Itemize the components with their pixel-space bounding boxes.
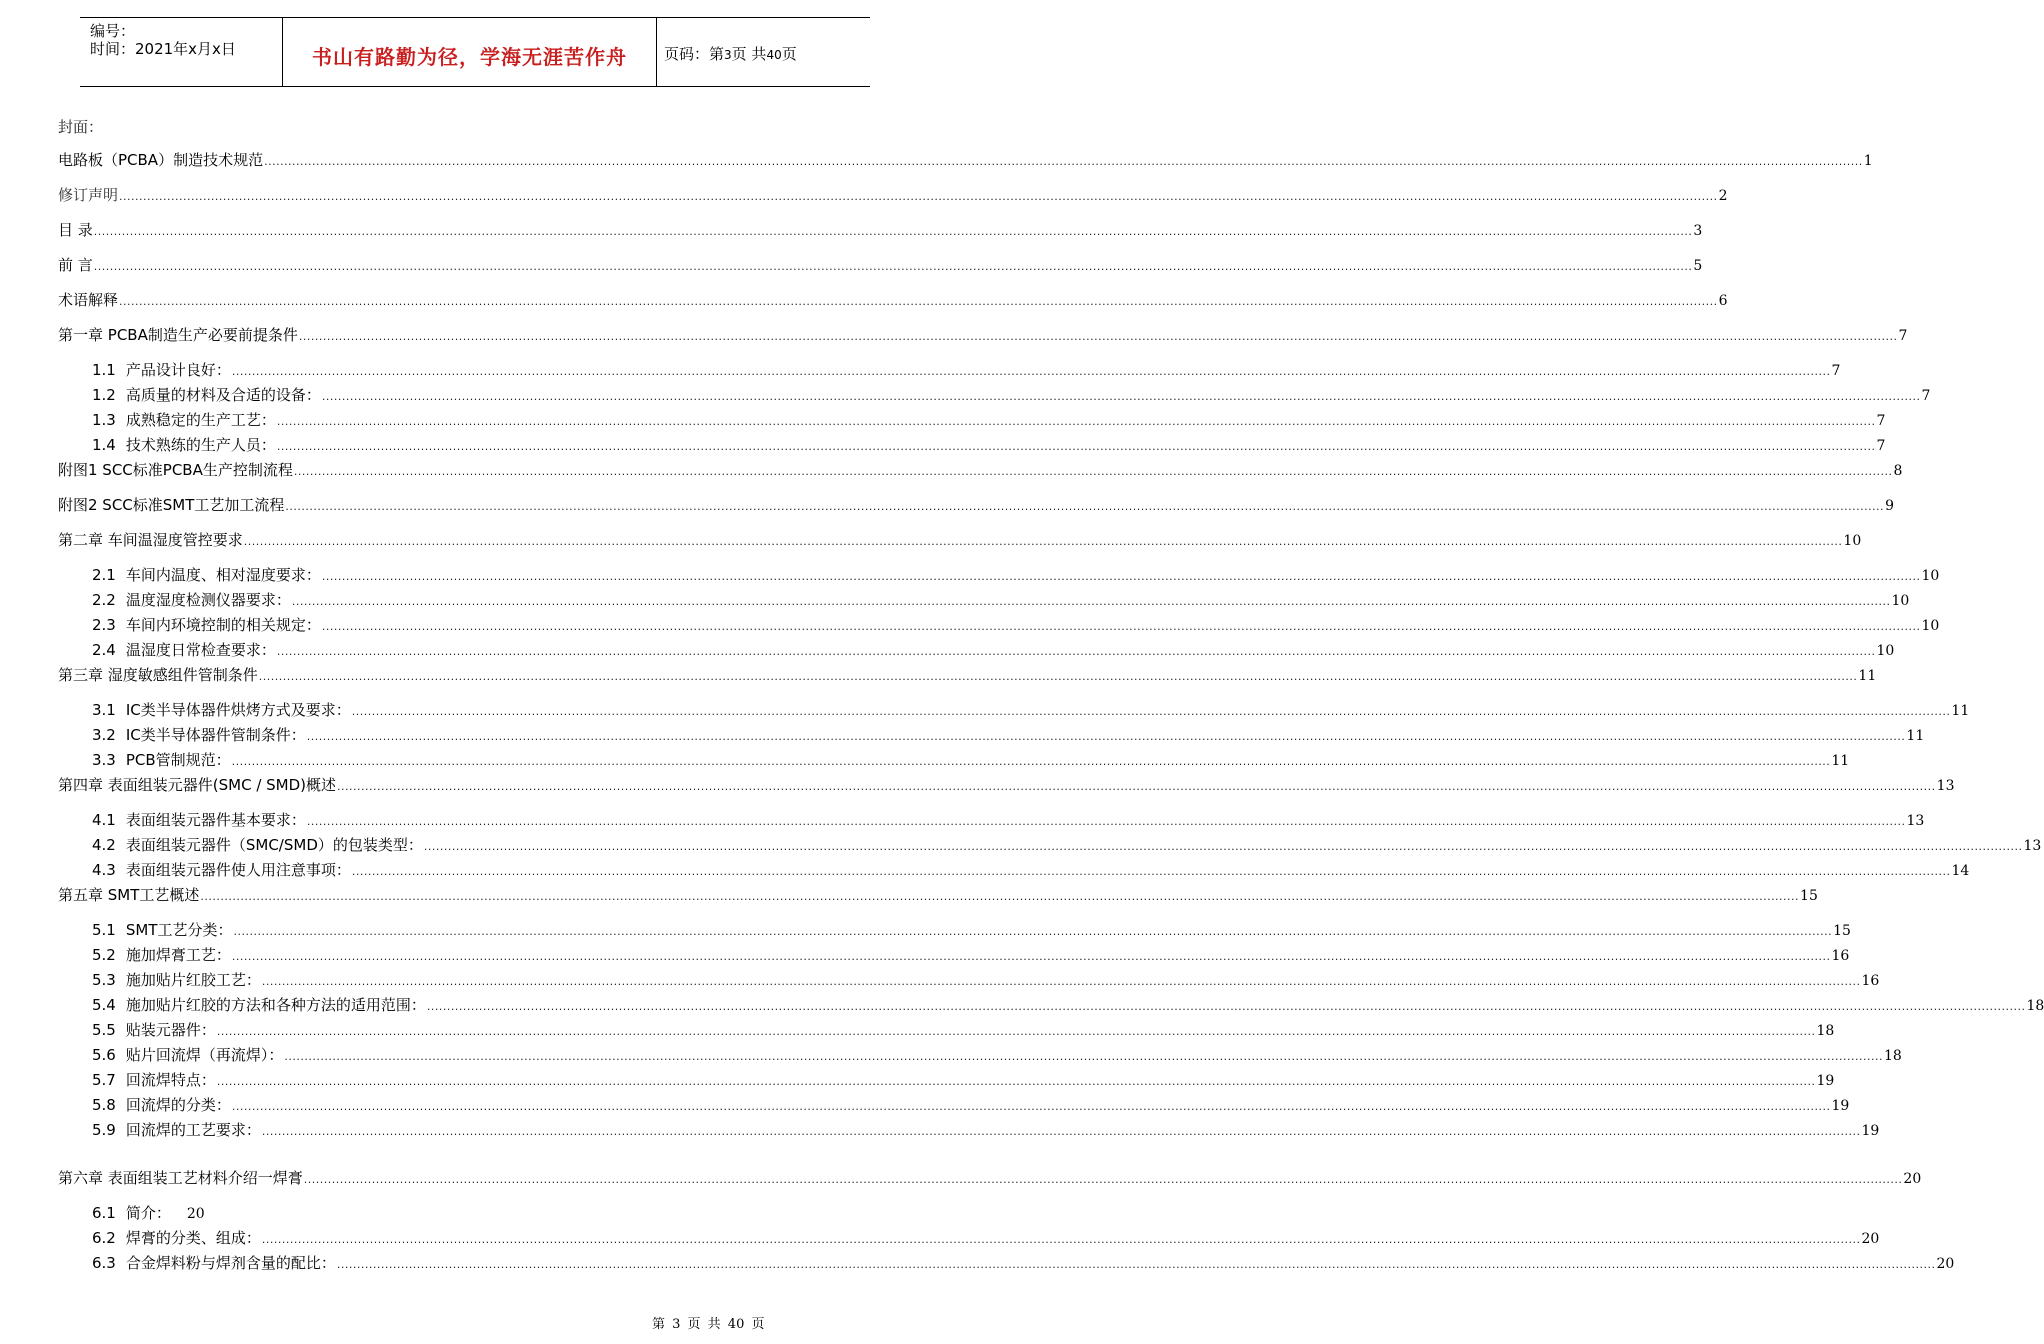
- page-current: 3: [724, 48, 732, 62]
- toc-number: 3.2: [92, 726, 116, 744]
- toc-label: [92, 835, 423, 855]
- toc-entry[interactable]: [58, 220, 1703, 242]
- toc-label: [92, 725, 306, 745]
- page-total: 40: [766, 48, 782, 62]
- toc-page-number: 10: [1843, 533, 1862, 549]
- toc-page-number: 15: [1833, 923, 1851, 939]
- toc-number: 4.1: [92, 811, 116, 829]
- toc-label: [92, 615, 321, 635]
- toc-label: [92, 750, 231, 770]
- toc-label: [58, 775, 336, 795]
- toc-number: 2.4: [92, 641, 116, 659]
- toc-page-number: 13: [1936, 778, 1955, 794]
- toc-leader-dots: ................................................................................................................................................................................................................................................................................................................................................................................................................: [336, 1258, 1936, 1271]
- toc-subentry[interactable]: [92, 995, 2044, 1017]
- toc-subentry[interactable]: [92, 590, 1910, 612]
- toc-title: 温湿度日常检查要求：: [125, 641, 276, 659]
- toc-title: 第五章 SMT工艺概述: [58, 886, 200, 904]
- toc-leader-dots: ................................................................................................................................................................................................................................................................................................................................................................................................................: [337, 780, 1936, 793]
- toc-label: [92, 970, 261, 990]
- toc-page-number: 14: [1951, 863, 1970, 879]
- toc-leader-dots: ................................................................................................................................................................................................................................................................................................................................................................................................................: [298, 330, 1898, 343]
- toc-page-number: 11: [1831, 753, 1850, 769]
- toc-number: 5.5: [92, 1021, 116, 1039]
- toc-page-number: 18: [1884, 1048, 1902, 1064]
- toc-leader-dots: ................................................................................................................................................................................................................................................................................................................................................................................................................: [216, 1025, 1816, 1038]
- toc-subentry[interactable]: [92, 835, 2042, 857]
- toc-title: 附图2 SCC标准SMT工艺加工流程: [58, 496, 285, 514]
- toc-leader-dots: ................................................................................................................................................................................................................................................................................................................................................................................................................: [351, 705, 1951, 718]
- toc-label: [92, 360, 231, 380]
- toc-leader-dots: ................................................................................................................................................................................................................................................................................................................................................................................................................: [200, 890, 1800, 903]
- toc-leader-dots: ................................................................................................................................................................................................................................................................................................................................................................................................................: [216, 1075, 1816, 1088]
- toc-page-number: 7: [1876, 413, 1886, 429]
- toc-label: [58, 495, 284, 515]
- toc-entry[interactable]: [58, 255, 1703, 277]
- toc-title: 贴片回流焊（再流焊）：: [125, 1046, 284, 1064]
- toc-page-number: 19: [1861, 1123, 1880, 1139]
- toc-leader-dots: ................................................................................................................................................................................................................................................................................................................................................................................................................: [284, 1050, 1884, 1063]
- toc-title: 车间内环境控制的相关规定：: [125, 616, 321, 634]
- toc-leader-dots: ................................................................................................................................................................................................................................................................................................................................................................................................................: [306, 815, 1906, 828]
- toc-label: [58, 1168, 303, 1188]
- toc-number: 3.1: [92, 701, 116, 719]
- toc-leader-dots: ................................................................................................................................................................................................................................................................................................................................................................................................................: [303, 1173, 1903, 1186]
- toc-page-number: 11: [1906, 728, 1925, 744]
- toc-entry[interactable]: [58, 290, 1728, 312]
- toc-entry[interactable]: [58, 1168, 1922, 1190]
- toc-title: 施加贴片红胶的方法和各种方法的适用范围：: [125, 996, 426, 1014]
- toc-page-number: 13: [2023, 838, 2042, 854]
- toc-leader-dots: ................................................................................................................................................................................................................................................................................................................................................................................................................: [321, 390, 1921, 403]
- toc-number: 2.2: [92, 591, 116, 609]
- toc-label: [92, 410, 276, 430]
- toc-title: IC类半导体器件烘烤方式及要求：: [125, 701, 351, 719]
- toc-label: [92, 1020, 216, 1040]
- toc-subentry[interactable]: [92, 1120, 1880, 1142]
- toc-title: 回流焊特点：: [125, 1071, 216, 1089]
- toc-page-number: 6: [1718, 293, 1728, 309]
- page-mid: 页 共: [731, 45, 767, 63]
- toc-entry[interactable]: [58, 665, 1877, 687]
- toc-title: 焊膏的分类、组成：: [125, 1229, 261, 1247]
- toc-title: 第一章 PCBA制造生产必要前提条件: [58, 326, 298, 344]
- toc-label: [58, 185, 118, 205]
- toc-entry[interactable]: [58, 185, 1728, 207]
- toc-subentry[interactable]: [92, 640, 1895, 662]
- toc-title: 技术熟练的生产人员：: [125, 436, 276, 454]
- toc-leader-dots: ................................................................................................................................................................................................................................................................................................................................................................................................................: [423, 840, 2023, 853]
- toc-label: [92, 810, 306, 830]
- toc-label: [58, 220, 93, 240]
- toc-number: 5.6: [92, 1046, 116, 1064]
- toc-subentry[interactable]: [92, 360, 1841, 382]
- toc-page-number: 15: [1800, 888, 1818, 904]
- toc-page-number: 11: [1858, 668, 1877, 684]
- toc-title: 高质量的材料及合适的设备：: [125, 386, 321, 404]
- toc-number: 5.9: [92, 1121, 116, 1139]
- toc-page-number: 7: [1831, 363, 1841, 379]
- toc-page-number: 7: [1876, 438, 1886, 454]
- toc-label: [92, 920, 233, 940]
- toc-leader-dots: ................................................................................................................................................................................................................................................................................................................................................................................................................: [321, 620, 1921, 633]
- toc-leader-dots: ................................................................................................................................................................................................................................................................................................................................................................................................................: [93, 260, 1693, 273]
- toc-page-number: 19: [1816, 1073, 1835, 1089]
- toc-page-number: 13: [1906, 813, 1925, 829]
- toc-subentry[interactable]: [92, 970, 1880, 992]
- toc-label: [58, 150, 263, 170]
- toc-leader-dots: ................................................................................................................................................................................................................................................................................................................................................................................................................: [276, 415, 1876, 428]
- toc-subentry[interactable]: [92, 1228, 1880, 1250]
- toc-page-number: 11: [1951, 703, 1970, 719]
- toc-title: 术语解释: [58, 291, 119, 309]
- toc-leader-dots: ................................................................................................................................................................................................................................................................................................................................................................................................................: [93, 225, 1693, 238]
- toc-title: 目 录: [58, 221, 93, 239]
- toc-leader-dots: ................................................................................................................................................................................................................................................................................................................................................................................................................: [231, 950, 1831, 963]
- toc-subentry[interactable]: [92, 1203, 205, 1224]
- toc-entry[interactable]: [58, 885, 1818, 907]
- toc-subentry[interactable]: [92, 810, 1925, 832]
- toc-label: [58, 255, 93, 275]
- toc-title: 修订声明: [58, 186, 119, 204]
- toc-title: 施加贴片红胶工艺：: [125, 971, 261, 989]
- toc-subentry[interactable]: [92, 1095, 1850, 1117]
- toc-page-number: 20: [186, 1206, 205, 1222]
- toc-entry[interactable]: [58, 325, 1908, 347]
- toc-subentry[interactable]: [92, 410, 1886, 432]
- toc-title: 回流焊的分类：: [125, 1096, 231, 1114]
- page-footer: 第 3 页 共 40 页: [652, 1317, 765, 1332]
- toc-label: [92, 1045, 283, 1065]
- toc-title: 表面组装元器件基本要求：: [125, 811, 306, 829]
- toc-entry[interactable]: [58, 530, 1862, 552]
- toc-subentry[interactable]: [92, 725, 1925, 747]
- toc-number: 4.3: [92, 861, 116, 879]
- header-motto: 书山有路勤为径，学海无涯苦作舟: [312, 45, 627, 69]
- toc-label: [92, 860, 351, 880]
- toc-subentry[interactable]: [92, 1020, 1835, 1042]
- toc-subentry[interactable]: [92, 860, 1970, 882]
- toc-leader-dots: ................................................................................................................................................................................................................................................................................................................................................................................................................: [231, 365, 1831, 378]
- toc-number: 1.2: [92, 386, 116, 404]
- page-prefix: 页码：第: [664, 45, 725, 63]
- toc-label: [92, 1095, 231, 1115]
- toc-subentry[interactable]: [92, 700, 1970, 722]
- toc-leader-dots: ................................................................................................................................................................................................................................................................................................................................................................................................................: [261, 1233, 1861, 1246]
- toc-number: 3.3: [92, 751, 116, 769]
- toc-subentry[interactable]: [92, 945, 1850, 967]
- toc-subentry[interactable]: [92, 565, 1940, 587]
- toc-number: 1.1: [92, 361, 116, 379]
- toc-title: 表面组装元器件使人用注意事项：: [125, 861, 351, 879]
- toc-number: 5.7: [92, 1071, 116, 1089]
- toc-number: 1.4: [92, 436, 116, 454]
- toc-title: 前 言: [58, 256, 93, 274]
- toc-label: [92, 590, 291, 610]
- toc-leader-dots: ................................................................................................................................................................................................................................................................................................................................................................................................................: [231, 755, 1831, 768]
- toc-title: 电路板（PCBA）制造技术规范: [58, 151, 264, 169]
- toc-title: 温度湿度检测仪器要求：: [125, 591, 291, 609]
- toc-label: [92, 640, 276, 660]
- toc-title: 表面组装元器件（SMC/SMD）的包装类型：: [125, 836, 423, 854]
- toc-subentry[interactable]: [92, 1070, 1835, 1092]
- toc-page-number: 20: [1936, 1256, 1955, 1272]
- toc-label: [58, 325, 298, 345]
- toc-label: [92, 385, 321, 405]
- toc-title: PCB管制规范：: [125, 751, 231, 769]
- toc-label: [92, 435, 276, 455]
- toc-label: [58, 885, 199, 905]
- toc-subentry[interactable]: [92, 920, 1851, 942]
- toc-page-number: 10: [1891, 593, 1910, 609]
- toc-title: 车间内温度、相对湿度要求：: [125, 566, 321, 584]
- toc-leader-dots: ................................................................................................................................................................................................................................................................................................................................................................................................................: [276, 645, 1876, 658]
- toc-number: 6.1: [92, 1204, 116, 1222]
- toc-leader-dots: ................................................................................................................................................................................................................................................................................................................................................................................................................: [291, 595, 1891, 608]
- toc-page-number: 16: [1831, 948, 1850, 964]
- toc-label: [58, 530, 243, 550]
- toc-number: 2.1: [92, 566, 116, 584]
- toc-page-number: 19: [1831, 1098, 1850, 1114]
- toc-label: [92, 1253, 336, 1273]
- toc-label: [92, 1070, 216, 1090]
- toc-number: 2.3: [92, 616, 116, 634]
- toc-entry[interactable]: [58, 495, 1894, 517]
- toc-leader-dots: ................................................................................................................................................................................................................................................................................................................................................................................................................: [119, 190, 1718, 203]
- toc-entry[interactable]: [58, 775, 1955, 797]
- toc-label: [92, 565, 321, 585]
- toc-page-number: 3: [1693, 223, 1703, 239]
- toc-page-number: 18: [2026, 998, 2044, 1014]
- toc-leader-dots: ................................................................................................................................................................................................................................................................................................................................................................................................................: [261, 1125, 1861, 1138]
- toc-title: 第六章 表面组装工艺材料介绍一焊膏: [58, 1169, 303, 1187]
- toc-page-number: 8: [1893, 463, 1903, 479]
- toc-leader-dots: ................................................................................................................................................................................................................................................................................................................................................................................................................: [426, 1000, 2026, 1013]
- toc-label: [92, 1120, 261, 1140]
- toc-label: [92, 945, 231, 965]
- toc-page-number: 7: [1921, 388, 1931, 404]
- toc-leader-dots: ................................................................................................................................................................................................................................................................................................................................................................................................................: [243, 535, 1843, 548]
- cover-label: 封面：: [58, 118, 104, 136]
- toc-page-number: 10: [1921, 618, 1940, 634]
- document-time-label: 时间：2021年x月x日: [90, 40, 236, 58]
- toc-title: 成熟稳定的生产工艺：: [125, 411, 276, 429]
- toc-leader-dots: ................................................................................................................................................................................................................................................................................................................................................................................................................: [276, 440, 1876, 453]
- toc-number: 5.4: [92, 996, 116, 1014]
- toc-title: SMT工艺分类：: [125, 921, 233, 939]
- toc-title: 回流焊的工艺要求：: [125, 1121, 261, 1139]
- toc-leader-dots: ................................................................................................................................................................................................................................................................................................................................................................................................................: [285, 500, 1885, 513]
- toc-label: [58, 460, 293, 480]
- toc-label: [92, 1228, 261, 1248]
- toc-page-number: 20: [1861, 1231, 1880, 1247]
- toc-leader-dots: ................................................................................................................................................................................................................................................................................................................................................................................................................: [264, 155, 1863, 168]
- toc-page-number: 2: [1718, 188, 1728, 204]
- toc-leader-dots: ................................................................................................................................................................................................................................................................................................................................................................................................................: [351, 865, 1951, 878]
- toc-number: 5.8: [92, 1096, 116, 1114]
- toc-number: 5.2: [92, 946, 116, 964]
- toc-subentry[interactable]: [92, 1253, 1955, 1275]
- toc-page-number: 20: [1903, 1171, 1922, 1187]
- toc-page-number: 16: [1861, 973, 1880, 989]
- toc-title: 第三章 湿度敏感组件管制条件: [58, 666, 258, 684]
- toc-subentry[interactable]: [92, 435, 1886, 457]
- toc-subentry[interactable]: [92, 615, 1940, 637]
- toc-page-number: 10: [1876, 643, 1895, 659]
- toc-leader-dots: ................................................................................................................................................................................................................................................................................................................................................................................................................: [293, 465, 1893, 478]
- toc-page-number: 5: [1693, 258, 1703, 274]
- document-number-label: 编号：: [90, 22, 136, 40]
- toc-number: 6.3: [92, 1254, 116, 1272]
- toc-page-number: 7: [1898, 328, 1908, 344]
- toc-number: 4.2: [92, 836, 116, 854]
- toc-subentry[interactable]: [92, 1045, 1902, 1067]
- toc-leader-dots: ................................................................................................................................................................................................................................................................................................................................................................................................................: [306, 730, 1906, 743]
- toc-leader-dots: ................................................................................................................................................................................................................................................................................................................................................................................................................: [258, 670, 1858, 683]
- toc-number: 1.3: [92, 411, 116, 429]
- toc-subentry[interactable]: [92, 750, 1850, 772]
- toc-leader-dots: ................................................................................................................................................................................................................................................................................................................................................................................................................: [321, 570, 1921, 583]
- toc-leader-dots: ................................................................................................................................................................................................................................................................................................................................................................................................................: [231, 1100, 1831, 1113]
- toc-label: [92, 995, 426, 1015]
- toc-label: [92, 700, 351, 720]
- toc-title: 施加焊膏工艺：: [125, 946, 231, 964]
- toc-title: 简介：: [125, 1204, 171, 1222]
- toc-title: 第二章 车间温湿度管控要求: [58, 531, 243, 549]
- toc-leader-dots: ................................................................................................................................................................................................................................................................................................................................................................................................................: [233, 925, 1833, 938]
- toc-title: 产品设计良好：: [125, 361, 231, 379]
- toc-leader-dots: ................................................................................................................................................................................................................................................................................................................................................................................................................: [261, 975, 1861, 988]
- page-suffix: 页: [781, 45, 797, 63]
- toc-label: [58, 665, 258, 685]
- toc-label: [92, 1203, 171, 1223]
- toc-number: 6.2: [92, 1229, 116, 1247]
- toc-number: 5.3: [92, 971, 116, 989]
- toc-title: 第四章 表面组装元器件(SMC / SMD)概述: [58, 776, 337, 794]
- toc-page-number: 1: [1863, 153, 1873, 169]
- toc-leader-dots: ................................................................................................................................................................................................................................................................................................................................................................................................................: [119, 295, 1718, 308]
- toc-title: IC类半导体器件管制条件：: [125, 726, 306, 744]
- toc-title: 贴装元器件：: [125, 1021, 216, 1039]
- toc-page-number: 10: [1921, 568, 1940, 584]
- toc-entry[interactable]: [58, 460, 1903, 482]
- toc-subentry[interactable]: [92, 385, 1931, 407]
- toc-title: 附图1 SCC标准PCBA生产控制流程: [58, 461, 293, 479]
- toc-label: [58, 290, 118, 310]
- toc-page-number: 9: [1885, 498, 1894, 514]
- toc-number: 5.1: [92, 921, 116, 939]
- toc-page-number: 18: [1816, 1023, 1835, 1039]
- toc-title: 合金焊料粉与焊剂含量的配比：: [125, 1254, 336, 1272]
- toc-entry[interactable]: [58, 150, 1873, 172]
